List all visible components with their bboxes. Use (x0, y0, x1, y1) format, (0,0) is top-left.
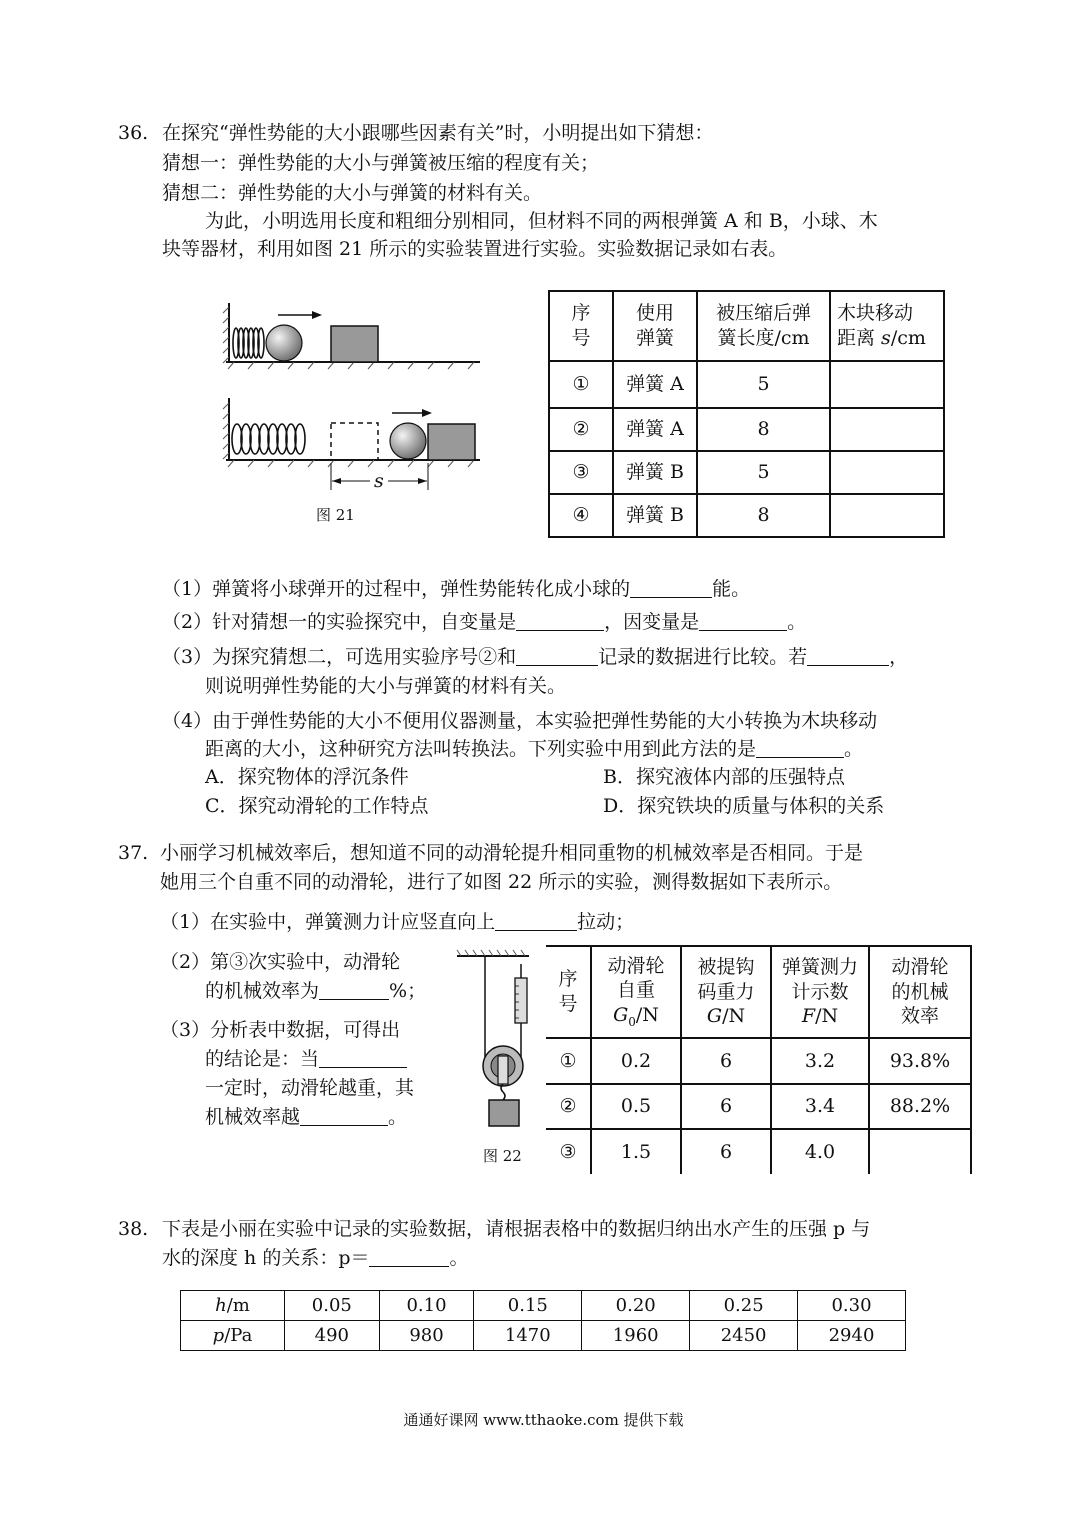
cell: ④ (549, 494, 613, 537)
q37-sub2-line1: （2）第③次实验中，动滑轮 (160, 951, 401, 973)
cell: ③ (546, 1129, 591, 1174)
table-row (549, 361, 944, 408)
q36-number: 36. (118, 122, 149, 144)
answer-blank[interactable] (495, 911, 577, 931)
q37-line1: 小丽学习机械效率后，想知道不同的动滑轮提升相同重物的机械效率是否相同。于是 (160, 842, 864, 864)
cell: ② (549, 408, 613, 451)
option-a[interactable]: A．探究物体的浮沉条件 (205, 766, 409, 788)
cell: 2450 (690, 1321, 798, 1351)
cell: ② (546, 1084, 591, 1129)
answer-blank[interactable] (630, 578, 712, 598)
header-cell-efficiency: 动滑轮 的机械 效率 (869, 946, 971, 1038)
cell: 5 (697, 361, 830, 408)
cell: 8 (697, 408, 830, 451)
answer-blank[interactable] (516, 611, 604, 631)
figure-21-diagram (220, 295, 490, 495)
cell: 0.5 (591, 1084, 681, 1129)
cell: 93.8% (869, 1038, 971, 1084)
q38-number: 38. (118, 1218, 149, 1240)
answer-blank[interactable] (369, 1247, 449, 1267)
cell: 弹簧 B (613, 494, 697, 537)
q36-intro: 在探究“弹性势能的大小跟哪些因素有关”时，小明提出如下猜想： (162, 122, 714, 144)
table-row (546, 1038, 971, 1084)
cell: 1.5 (591, 1129, 681, 1174)
answer-blank[interactable] (319, 980, 389, 1000)
table-row (546, 1129, 971, 1174)
table-row (549, 494, 944, 537)
figure-22-caption: 图 22 (483, 1147, 522, 1165)
row-label-p: p/Pa (181, 1321, 285, 1351)
cell: 0.25 (690, 1291, 798, 1321)
empty-answer-cell (830, 451, 944, 494)
option-b[interactable]: B．探究液体内部的压强特点 (603, 766, 845, 788)
table-row (546, 1084, 971, 1129)
q37-sub1: （1）在实验中，弹簧测力计应竖直向上 拉动； (160, 911, 635, 933)
q37-line2: 她用三个自重不同的动滑轮，进行了如图 22 所示的实验，测得数据如下表所示。 (160, 871, 843, 893)
q36-sub1: （1）弹簧将小球弹开的过程中，弹性势能转化成小球的 能。 (162, 578, 751, 600)
q38-line2: 水的深度 h 的关系：p＝ 。 (162, 1247, 469, 1269)
header-cell-spring-reading: 弹簧测力 计示数 F/N (771, 946, 869, 1038)
q37-sub3-line3: 一定时，动滑轮越重，其 (205, 1077, 415, 1099)
q37-sub3-line4: 机械效率越 。 (205, 1106, 408, 1128)
cell: 980 (379, 1321, 474, 1351)
empty-answer-cell (869, 1129, 971, 1174)
cell: 0.05 (285, 1291, 380, 1321)
cell: 3.2 (771, 1038, 869, 1084)
q37-sub2-line2: 的机械效率为 %； (205, 980, 427, 1002)
empty-answer-cell (830, 408, 944, 451)
cell: 0.15 (474, 1291, 582, 1321)
answer-blank[interactable] (319, 1048, 407, 1068)
q37-sub3-line1: （3）分析表中数据，可得出 (160, 1019, 401, 1041)
cell: 490 (285, 1321, 380, 1351)
row-label-h: h/m (181, 1291, 285, 1321)
figure-22-pulley-diagram (455, 948, 545, 1148)
q37-sub3-line2: 的结论是：当 (205, 1048, 407, 1072)
q36-guess2: 猜想二：弹性势能的大小与弹簧的材料有关。 (162, 182, 543, 204)
option-c[interactable]: C．探究动滑轮的工作特点 (205, 795, 429, 817)
cell: ① (546, 1038, 591, 1084)
option-d[interactable]: D．探究铁块的质量与体积的关系 (603, 795, 885, 817)
cell: 2940 (798, 1321, 906, 1351)
answer-blank[interactable] (699, 611, 787, 631)
cell: 6 (681, 1084, 771, 1129)
cell: 6 (681, 1038, 771, 1084)
cell: 5 (697, 451, 830, 494)
header-cell-hook-weight: 被提钩 码重力 G/N (681, 946, 771, 1038)
page-footer: 通通好课网 www.tthaoke.com 提供下载 (403, 1411, 684, 1429)
cell: 0.10 (379, 1291, 474, 1321)
q38-data-table (180, 1290, 906, 1351)
table-row (549, 408, 944, 451)
q36-sub4-line2: 距离的大小，这种研究方法叫转换法。下列实验中用到此方法的是 。 (205, 738, 864, 760)
figure-21-caption: 图 21 (316, 506, 355, 524)
cell: 3.4 (771, 1084, 869, 1129)
header-cell-index: 序 号 (546, 946, 591, 1038)
q38-line1: 下表是小丽在实验中记录的实验数据，请根据表格中的数据归纳出水产生的压强 p 与 (162, 1218, 871, 1240)
answer-blank[interactable] (807, 646, 889, 666)
cell: 弹簧 B (613, 451, 697, 494)
table-header-row (546, 946, 971, 1038)
cell: 1960 (582, 1321, 690, 1351)
q37-number: 37. (118, 842, 149, 864)
table-header-row (549, 291, 944, 361)
q36-sub2: （2）针对猜想一的实验探究中，自变量是 ，因变量是 。 (162, 611, 807, 633)
figure-21-s-label: s (374, 470, 384, 492)
empty-answer-cell (830, 361, 944, 408)
header-cell-compressed-length: 被压缩后弹 簧长度/cm (697, 291, 830, 361)
cell: 弹簧 A (613, 361, 697, 408)
cell: 88.2% (869, 1084, 971, 1129)
cell: 0.30 (798, 1291, 906, 1321)
table-row-p (181, 1321, 906, 1351)
q37-data-table (546, 945, 972, 1174)
header-cell-spring: 使用 弹簧 (613, 291, 697, 361)
header-cell-block-distance: 木块移动 距离 s/cm (830, 291, 944, 361)
q36-sub3: （3）为探究猜想二，可选用实验序号②和 记录的数据进行比较。若 ， (162, 646, 909, 668)
cell: 1470 (474, 1321, 582, 1351)
q36-para-line2: 块等器材，利用如图 21 所示的实验装置进行实验。实验数据记录如右表。 (162, 238, 788, 260)
cell: 0.20 (582, 1291, 690, 1321)
cell: 弹簧 A (613, 408, 697, 451)
q36-guess1: 猜想一：弹性势能的大小与弹簧被压缩的程度有关； (162, 152, 600, 174)
cell: ① (549, 361, 613, 408)
answer-blank[interactable] (516, 646, 598, 666)
cell: 0.2 (591, 1038, 681, 1084)
cell: 4.0 (771, 1129, 869, 1174)
q36-sub3-line2: 则说明弹性势能的大小与弹簧的材料有关。 (205, 675, 567, 697)
cell: ③ (549, 451, 613, 494)
table-row-h (181, 1291, 906, 1321)
answer-blank[interactable] (756, 738, 844, 758)
cell: 8 (697, 494, 830, 537)
table-row (549, 451, 944, 494)
header-cell-pulley-weight: 动滑轮 自重 $G_0/N$ (591, 946, 681, 1038)
answer-blank[interactable] (300, 1106, 388, 1126)
q36-para-line1: 为此，小明选用长度和粗细分别相同，但材料不同的两根弹簧 A 和 B，小球、木 (205, 210, 878, 232)
header-cell-index: 序 号 (549, 291, 613, 361)
cell: 6 (681, 1129, 771, 1174)
q36-data-table (548, 290, 945, 538)
q36-sub4-line1: （4）由于弹性势能的大小不便用仪器测量，本实验把弹性势能的大小转换为木块移动 (162, 710, 878, 732)
empty-answer-cell (830, 494, 944, 537)
